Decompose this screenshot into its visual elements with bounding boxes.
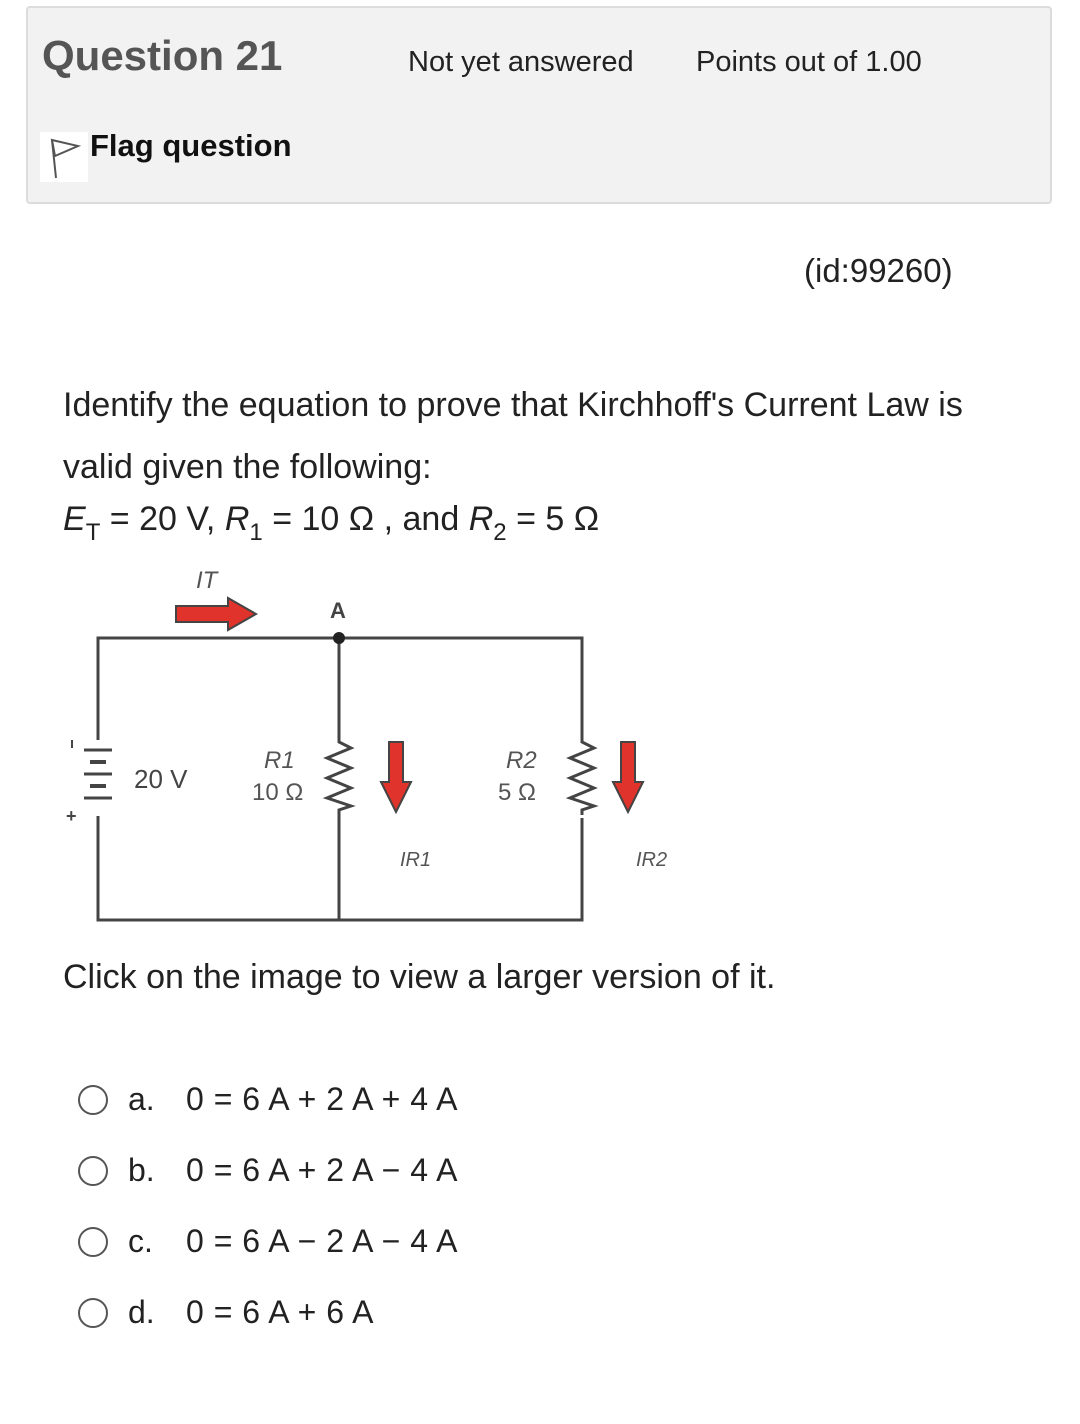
- flag-icon: [40, 132, 88, 182]
- question-number: Question 21: [42, 32, 283, 79]
- given-values: [63, 500, 599, 547]
- r2-value-label: 5 Ω: [498, 779, 536, 806]
- r1-value-label: 10 Ω: [252, 779, 304, 806]
- et-symbol: E: [63, 500, 86, 538]
- ir2-arrow-icon: [613, 742, 643, 812]
- it-arrow-icon: [176, 598, 256, 630]
- answer-option-c[interactable]: [78, 1206, 458, 1277]
- question-id: (id:99260): [804, 252, 953, 289]
- image-hint-text: Click on the image to view a larger version of it.: [63, 958, 776, 996]
- r1-value: = 10 Ω , and: [262, 500, 469, 538]
- option-letter: d.: [128, 1294, 155, 1330]
- radio-button[interactable]: [78, 1227, 108, 1257]
- question-info-box: [26, 6, 1052, 204]
- option-text: 0 = 6 A + 2 A − 4 A: [186, 1152, 458, 1188]
- option-letter: a.: [128, 1081, 155, 1117]
- node-a-dot: [333, 632, 345, 644]
- circuit-diagram-image[interactable]: [58, 560, 698, 940]
- option-text: 0 = 6 A + 2 A + 4 A: [186, 1081, 458, 1117]
- flag-question-link[interactable]: [40, 128, 292, 182]
- option-text: 0 = 6 A − 2 A − 4 A: [186, 1223, 458, 1259]
- source-voltage-label: 20 V: [134, 764, 188, 794]
- option-letter: b.: [128, 1152, 155, 1188]
- radio-button[interactable]: [78, 1156, 108, 1186]
- radio-button[interactable]: [78, 1298, 108, 1328]
- it-label: IT: [196, 567, 218, 594]
- ir1-arrow-icon: [381, 742, 411, 812]
- node-a-label: A: [330, 598, 346, 623]
- question-text: Identify the equation to prove that Kirchhoff's Current Law is valid given the following:: [63, 386, 963, 486]
- radio-button[interactable]: [78, 1085, 108, 1115]
- answer-option-d[interactable]: [78, 1277, 458, 1348]
- et-subscript: T: [85, 519, 101, 546]
- r1-name-label: R1: [264, 747, 295, 774]
- ir2-label: IR2: [636, 849, 668, 871]
- answer-option-a[interactable]: [78, 1064, 458, 1135]
- r1-symbol: R: [224, 500, 250, 538]
- answer-options: [78, 1064, 458, 1348]
- answer-option-b[interactable]: [78, 1135, 458, 1206]
- r2-value: = 5 Ω: [506, 500, 600, 538]
- et-value: = 20 V,: [100, 500, 225, 538]
- r2-symbol: R: [468, 500, 494, 538]
- question-grade: Points out of 1.00: [696, 46, 922, 78]
- r1-subscript: 1: [249, 519, 263, 546]
- option-letter: c.: [128, 1223, 153, 1259]
- ir1-label: IR1: [400, 849, 432, 871]
- r2-name-label: R2: [506, 747, 537, 774]
- question-state: Not yet answered: [408, 46, 634, 78]
- option-text: 0 = 6 A + 6 A: [186, 1294, 374, 1330]
- r1-resistor: [327, 735, 351, 815]
- r2-subscript: 2: [493, 519, 507, 546]
- flag-question-label: Flag question: [90, 128, 292, 163]
- battery-plus-sign: +: [66, 806, 77, 826]
